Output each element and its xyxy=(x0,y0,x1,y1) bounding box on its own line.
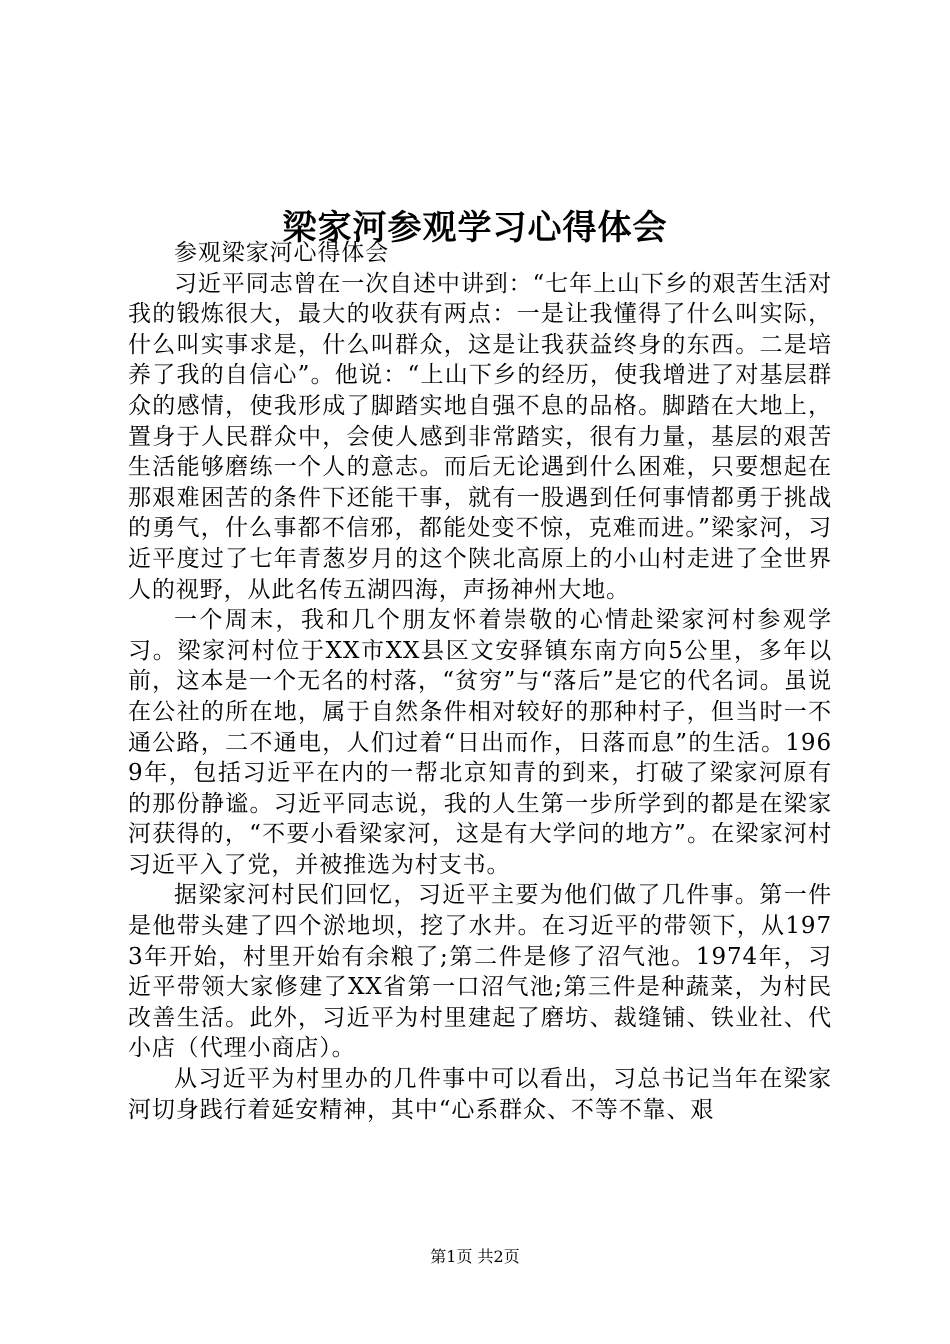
paragraph: 从习近平为村里办的几件事中可以看出，习总书记当年在梁家河切身践行着延安精神，其中“心系群众、不等不靠、艰 xyxy=(128,1066,832,1123)
document-title: 梁家河参观学习心得体会 xyxy=(282,207,668,248)
paragraph: 据梁家河村民们回忆，习近平主要为他们做了几件事。第一件是他带头建了四个淤地坝，挖了水井。在习近平的带领下，从1973年开始，村里开始有余粮了;第二件是修了沼气池。1974年，习近平带领大家修建了XX省第一口沼气池;第三件是种蔬菜，为村民改善生活。此外，习近平为村里建起了磨坊、裁缝铺、铁业社、代小店（代理小商店）。 xyxy=(128,882,832,1062)
document-body xyxy=(128,238,832,1125)
paragraph: 习近平同志曾在一次自述中讲到：“七年上山下乡的艰苦生活对我的锻炼很大，最大的收获有两点：一是让我懂得了什么叫实际，什么叫实事求是，什么叫群众，这是让我获益终身的东西。二是培养了我的自信心”。他说：“上山下乡的经历，使我增进了对基层群众的感情，使我形成了脚踏实地自强不息的品格。脚踏在大地上，置身于人民群众中，会使人感到非常踏实，很有力量，基层的艰苦生活能够磨练一个人的意志。而后无论遇到什么困难，只要想起在那艰难困苦的条件下还能干事，就有一股遇到任何事情都勇于挑战的勇气，什么事都不信邪，都能处变不惊，克难而进。”梁家河，习近平度过了七年青葱岁月的这个陕北高原上的小山村走进了全世界人的视野，从此名传五湖四海，声扬神州大地。 xyxy=(128,270,832,603)
paragraph-subtitle: 参观梁家河心得体会 xyxy=(174,240,390,266)
page-footer: 第1页 共2页 xyxy=(430,1247,520,1266)
paragraph: 一个周末，我和几个朋友怀着崇敬的心情赴梁家河村参观学习。梁家河村位于XX市XX县区文安驿镇东南方向5公里，多年以前，这本是一个无名的村落，“贫穷”与“落后”是它的代名词。虽说在公社的所在地，属于自然条件相对较好的那种村子，但当时一不通公路，二不通电，人们过着“日出而作，日落而息”的生活。1969年，包括习近平在内的一帮北京知青的到来，打破了梁家河原有的那份静谧。习近平同志说，我的人生第一步所学到的都是在梁家河获得的，“不要小看梁家河，这是有大学问的地方”。在梁家河村习近平入了党，并被推选为村支书。 xyxy=(128,607,832,878)
